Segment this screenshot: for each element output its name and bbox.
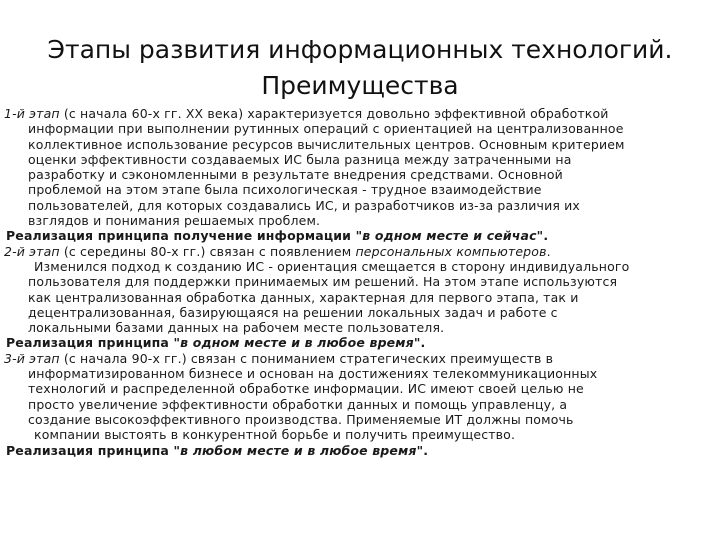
stage-2-line-5: децентрализованная, базирующаяся на решении локальных задач и работе с — [28, 304, 558, 320]
principle-1: Реализация принципа получение информации "в одном месте и сейчас". — [6, 228, 549, 244]
stage-1-label: 1-й этап — [4, 106, 60, 121]
stage-3-line-5: создание высокоэффективного производства. Применяемые ИТ должны помочь — [28, 411, 574, 427]
stage-2-line-3: пользователя для поддержки принимаемых им решений. На этом этапе используются — [28, 274, 618, 290]
stage-2-line-2: Изменился подход к созданию ИС - ориентация смещается в сторону индивидуального — [34, 258, 630, 274]
slide-title — [20, 32, 700, 104]
stage-1-line-4: оценки эффективности создаваемых ИС была разница между затраченными на — [28, 151, 572, 167]
stage-3-line-2: информатизированном бизнесе и основан на достижениях телекоммуникационных — [28, 366, 598, 382]
principle-2: Реализация принципа "в одном месте и в любое время". — [6, 335, 426, 351]
stage-1-line-2: информации при выполнении рутинных операций с ориентацией на централизованное — [28, 121, 624, 137]
principle-3: Реализация принципа "в любом месте и в любое время". — [6, 442, 429, 458]
stage-2-line-1: 2-й этап (с середины 80-х гг.) связан с появлением персональных компьютеров. — [4, 243, 551, 259]
principle-3-emphasis: "в любом месте и в любое время" — [173, 442, 424, 458]
stage-2-label: 2-й этап — [4, 243, 60, 259]
stage-1-line-5: разработку и сэкономленными в результате внедрения средствами. Основной — [28, 167, 563, 183]
stage-1-line-8: взглядов и понимания решаемых проблем. — [28, 213, 321, 229]
stage-3-line-6: компании выстоять в конкурентной борьбе и получить преимущество. — [34, 427, 516, 443]
stage-2-line-4: как централизованная обработка данных, характерная для первого этапа, так и — [28, 289, 579, 305]
stage-3-line-3: технологий и распределенной обработке информации. ИС имеют своей целью не — [28, 381, 584, 397]
stage-1-line-6: проблемой на этом этапе была психологическая - трудное взаимодействие — [28, 182, 542, 198]
stage-3-line-1: 3-й этап (с начала 90-х гг.) связан с пониманием стратегических преимуществ в — [4, 350, 554, 366]
principle-1-emphasis: "в одном месте и сейчас" — [355, 228, 544, 244]
principle-2-emphasis: "в одном месте и в любое время" — [173, 335, 421, 351]
stage-2-line-6: локальными базами данных на рабочем месте пользователя. — [28, 320, 445, 336]
stage-1-line-3: коллективное использование ресурсов вычислительных центров. Основным критерием — [28, 136, 625, 152]
stage-2-paragraph — [4, 244, 716, 336]
stage-3-paragraph — [4, 351, 716, 443]
stage-2-emphasis: персональных компьютеров — [355, 243, 547, 259]
stage-3-label: 3-й этап — [4, 350, 60, 366]
title-line-1: Этапы развития информационных технологий. — [47, 35, 673, 64]
stage-1-paragraph — [4, 106, 716, 228]
slide-body — [4, 106, 716, 458]
stage-1-line-1: 1-й этап (с начала 60-х гг. XX века) характеризуется довольно эффективной обработкой — [4, 106, 609, 121]
title-line-2: Преимущества — [261, 71, 459, 100]
stage-1-line-7: пользователей, для которых создавались ИС, и разработчиков из-за различия их — [28, 197, 580, 213]
stage-3-line-4: просто увеличение эффективности обработки данных и помощь управленцу, а — [28, 396, 568, 412]
